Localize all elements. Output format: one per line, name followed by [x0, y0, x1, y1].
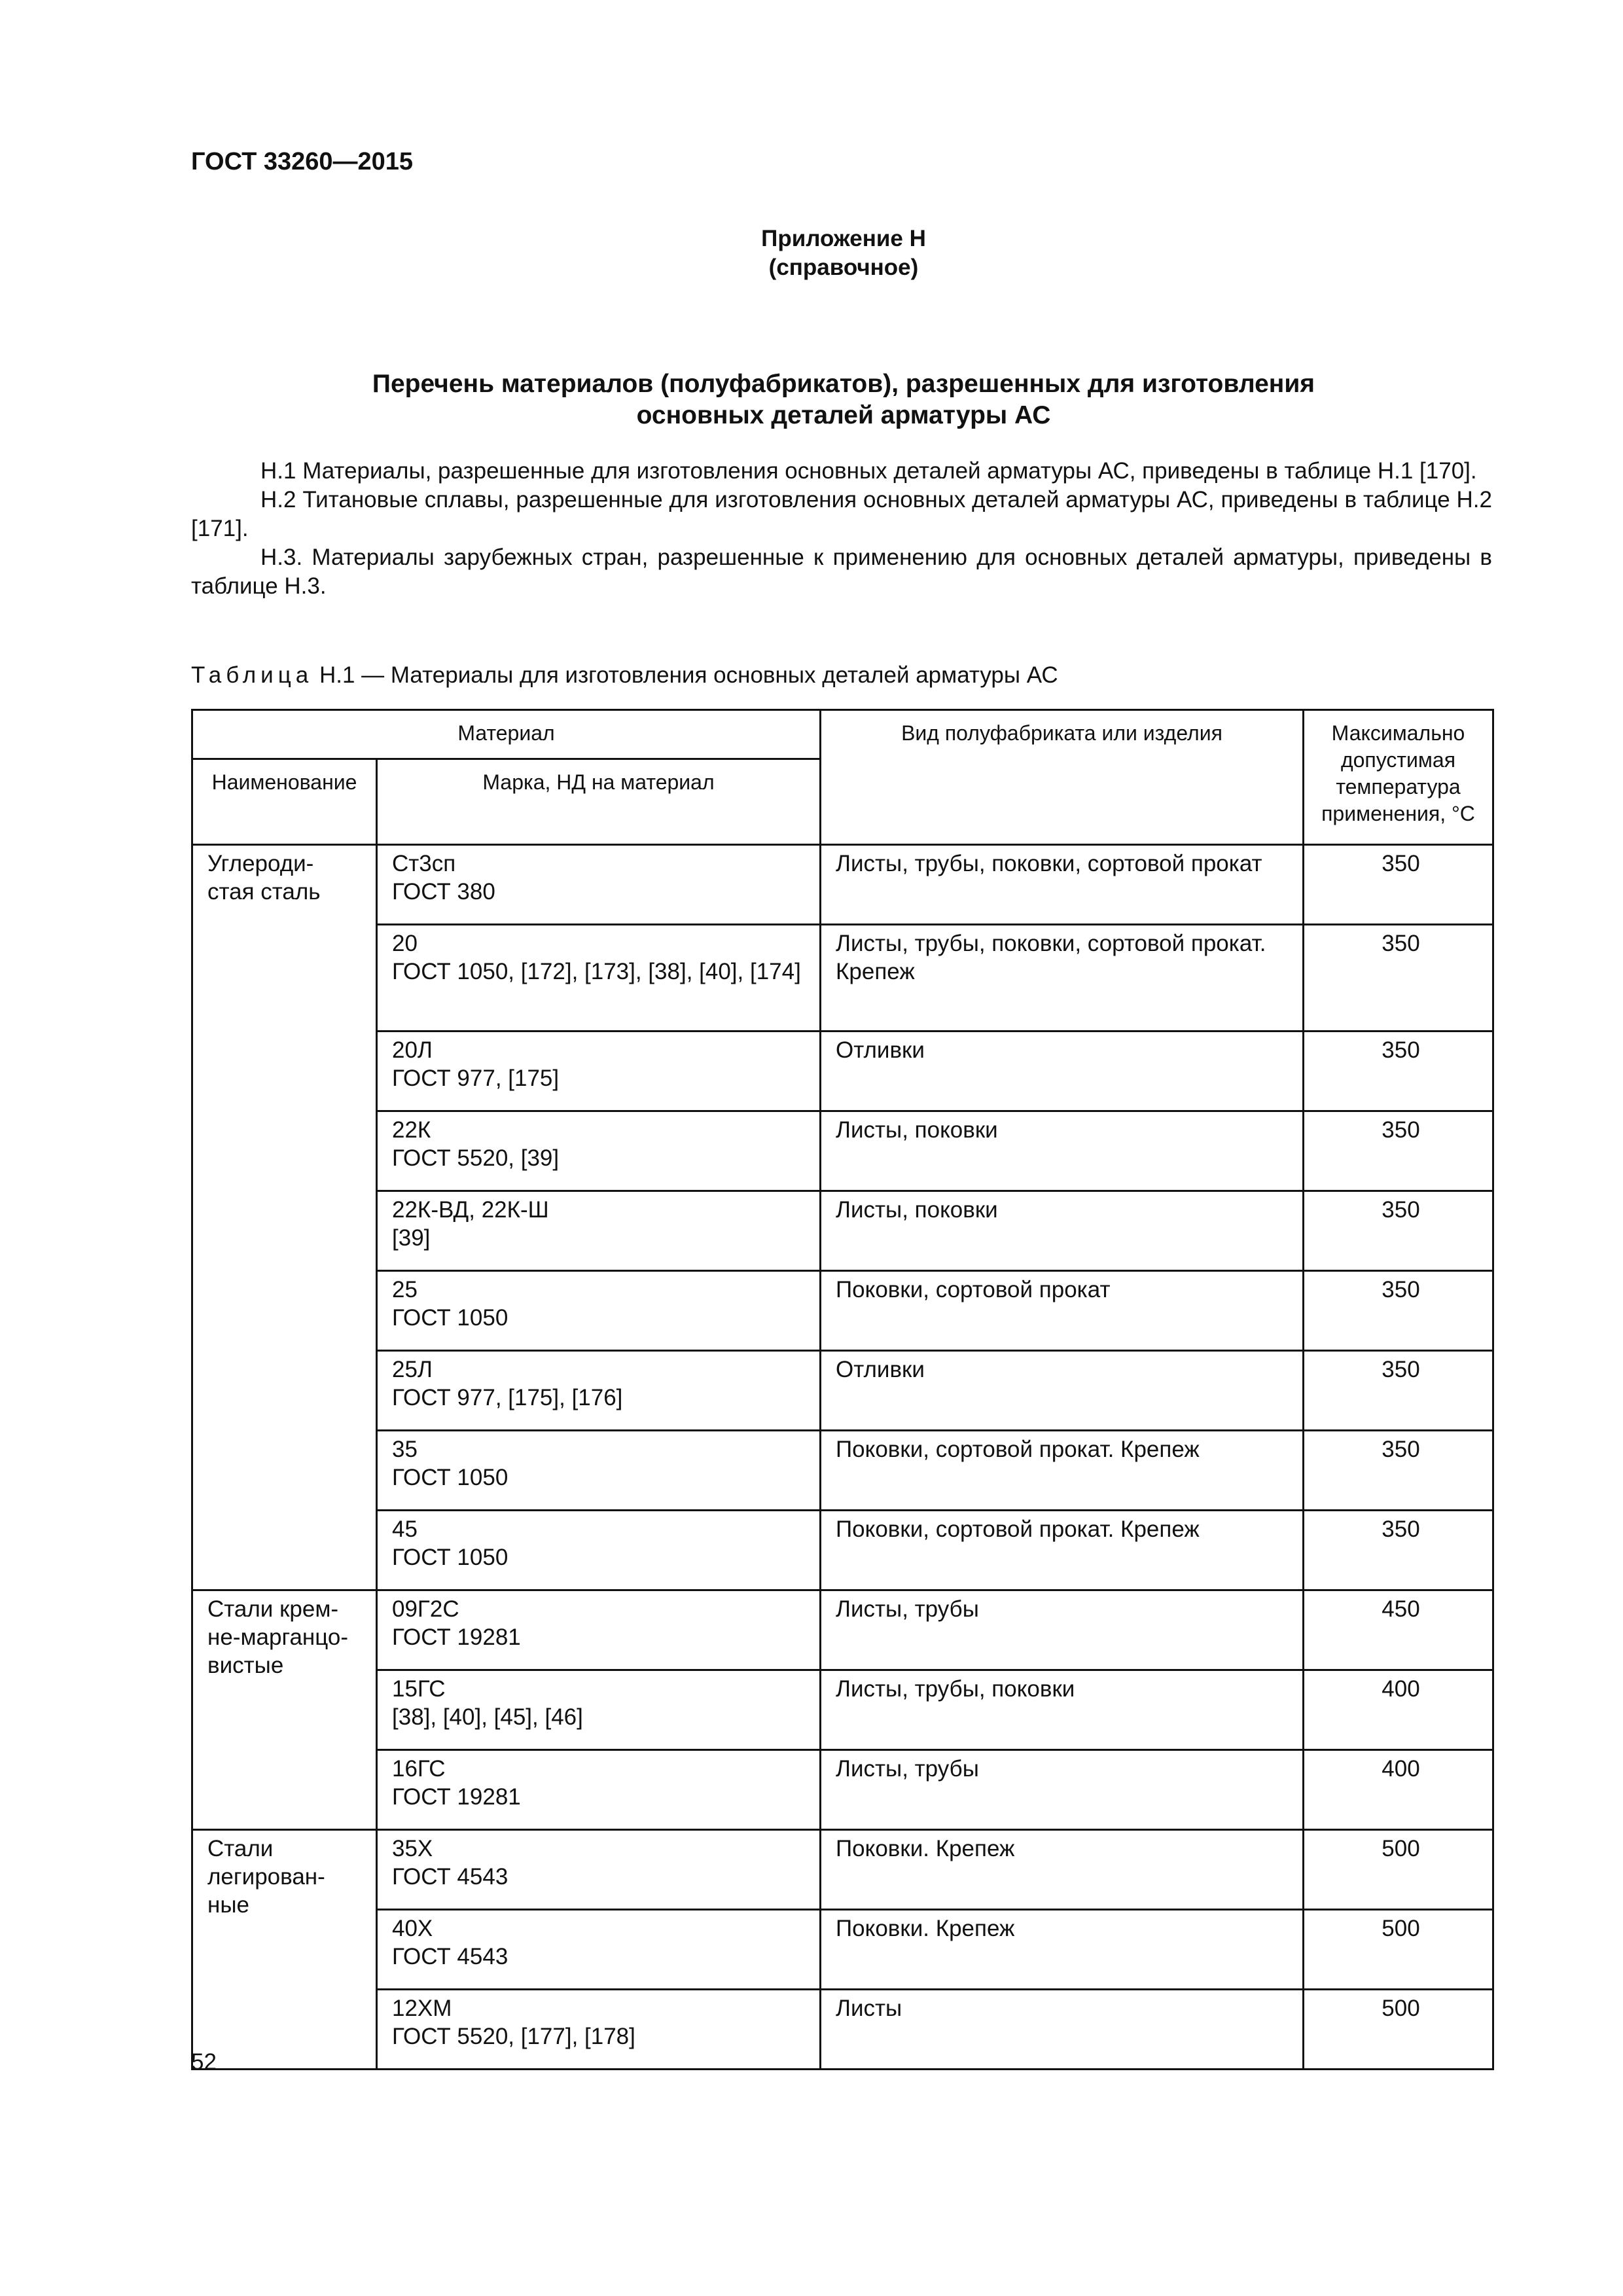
grade-cell — [377, 1990, 821, 2070]
temperature-cell: 350 — [1304, 845, 1493, 925]
product-cell: Поковки, сортовой прокат. Крепеж — [821, 1431, 1304, 1511]
grade-mark: 25 — [392, 1277, 418, 1302]
grade-mark: 45 — [392, 1516, 418, 1542]
temperature-cell: 500 — [1304, 1910, 1493, 1990]
grade-cell — [377, 1271, 821, 1351]
grade-cell — [377, 1191, 821, 1271]
product-cell: Отливки — [821, 1031, 1304, 1111]
grade-standard: ГОСТ 4543 — [392, 1864, 508, 1890]
table-row — [192, 1990, 1493, 2070]
product-cell: Листы, трубы, поковки — [821, 1670, 1304, 1750]
annex-kind: (справочное) — [768, 255, 919, 280]
product-cell: Поковки. Крепеж — [821, 1910, 1304, 1990]
table-caption — [191, 661, 1058, 690]
temperature-cell: 350 — [1304, 1431, 1493, 1511]
materials-table — [191, 709, 1494, 2070]
product-cell: Листы, трубы, поковки, сортовой прокат — [821, 845, 1304, 925]
product-cell: Листы, трубы — [821, 1750, 1304, 1830]
grade-standard: ГОСТ 1050 — [392, 1545, 508, 1570]
paragraph-h3: Н.3. Материалы зарубежных стран, разрешенные к применению для основных деталей арматуры, приведены в таблице Н.3. — [191, 545, 1492, 599]
grade-cell — [377, 1511, 821, 1590]
temperature-cell: 350 — [1304, 1191, 1493, 1271]
grade-mark: 15ГС — [392, 1676, 446, 1702]
grade-cell — [377, 1111, 821, 1191]
header-product: Вид полуфабриката или изделия — [821, 710, 1304, 845]
temperature-cell: 400 — [1304, 1750, 1493, 1830]
temperature-cell: 350 — [1304, 1031, 1493, 1111]
grade-mark: 35Х — [392, 1836, 433, 1861]
temperature-cell: 500 — [1304, 1830, 1493, 1910]
temperature-cell: 350 — [1304, 1271, 1493, 1351]
grade-cell — [377, 845, 821, 925]
product-cell: Листы, поковки — [821, 1191, 1304, 1271]
temperature-cell: 350 — [1304, 925, 1493, 1031]
document-title — [0, 368, 1623, 431]
temperature-cell: 350 — [1304, 1351, 1493, 1431]
temperature-cell: 350 — [1304, 1511, 1493, 1590]
temperature-cell: 500 — [1304, 1990, 1493, 2070]
standard-code: ГОСТ 33260—2015 — [191, 148, 414, 175]
material-group-name: Стали крем- не-марганцо- вистые — [192, 1590, 377, 1830]
table-row — [192, 1830, 1493, 1910]
table-row — [192, 1590, 1493, 1670]
table-caption-word: Таблица — [191, 662, 313, 688]
intro-paragraphs — [191, 457, 1492, 601]
table-row — [192, 1750, 1493, 1830]
product-cell: Листы, трубы — [821, 1590, 1304, 1670]
grade-cell — [377, 1670, 821, 1750]
grade-standard: [39] — [392, 1225, 431, 1251]
annex-heading — [0, 224, 1623, 282]
annex-title: Приложение Н — [761, 226, 926, 251]
grade-standard: ГОСТ 1050 — [392, 1465, 508, 1490]
grade-standard: ГОСТ 1050 — [392, 1305, 508, 1331]
grade-standard: ГОСТ 380 — [392, 879, 495, 905]
grade-cell — [377, 1431, 821, 1511]
grade-standard: ГОСТ 5520, [177], [178] — [392, 2024, 635, 2049]
header-name: Наименование — [192, 759, 377, 845]
grade-cell — [377, 1910, 821, 1990]
temperature-cell: 450 — [1304, 1590, 1493, 1670]
grade-mark: 20 — [392, 931, 418, 956]
table-row — [192, 1031, 1493, 1111]
table-body — [192, 845, 1493, 2070]
material-group-name: Углероди- стая сталь — [192, 845, 377, 1590]
table-row — [192, 1191, 1493, 1271]
grade-standard: ГОСТ 1050, [172], [173], [38], [40], [174] — [392, 959, 801, 984]
grade-mark: Ст3сп — [392, 851, 456, 876]
temperature-cell: 350 — [1304, 1111, 1493, 1191]
grade-standard: ГОСТ 977, [175] — [392, 1066, 560, 1091]
grade-standard: ГОСТ 977, [175], [176] — [392, 1385, 623, 1410]
product-cell: Листы, трубы, поковки, сортовой прокат. Крепеж — [821, 925, 1304, 1031]
table-row — [192, 1271, 1493, 1351]
paragraph-h2: Н.2 Титановые сплавы, разрешенные для изготовления основных деталей арматуры АС, приведены в таблице Н.2 [171]. — [191, 487, 1492, 541]
grade-mark: 16ГС — [392, 1756, 446, 1782]
page-number: 52 — [191, 2049, 217, 2075]
table-row — [192, 1431, 1493, 1511]
temperature-cell: 400 — [1304, 1670, 1493, 1750]
table-row — [192, 1670, 1493, 1750]
grade-standard: ГОСТ 19281 — [392, 1784, 521, 1810]
table-row — [192, 1111, 1493, 1191]
table-row — [192, 1511, 1493, 1590]
grade-standard: [38], [40], [45], [46] — [392, 1704, 583, 1730]
grade-cell — [377, 925, 821, 1031]
paragraph-h1: Н.1 Материалы, разрешенные для изготовления основных деталей арматуры АС, приведены в таблице Н.1 [170]. — [260, 458, 1477, 484]
product-cell: Поковки. Крепеж — [821, 1830, 1304, 1910]
table-row — [192, 1910, 1493, 1990]
table-row — [192, 845, 1493, 925]
grade-cell — [377, 1031, 821, 1111]
product-cell: Листы, поковки — [821, 1111, 1304, 1191]
grade-mark: 09Г2С — [392, 1596, 459, 1622]
table-caption-text: Н.1 — Материалы для изготовления основных деталей арматуры АС — [319, 662, 1058, 688]
header-material: Материал — [192, 710, 821, 759]
grade-standard: ГОСТ 5520, [39] — [392, 1145, 560, 1171]
grade-mark: 22К — [392, 1117, 431, 1143]
grade-mark: 35 — [392, 1437, 418, 1462]
grade-standard: ГОСТ 19281 — [392, 1624, 521, 1650]
header-temperature: Максимально допустимая температура применения, °С — [1304, 710, 1493, 845]
grade-mark: 25Л — [392, 1357, 433, 1382]
product-cell: Листы — [821, 1990, 1304, 2070]
grade-mark: 12ХМ — [392, 1996, 452, 2021]
product-cell: Поковки, сортовой прокат — [821, 1271, 1304, 1351]
product-cell: Поковки, сортовой прокат. Крепеж — [821, 1511, 1304, 1590]
product-cell: Отливки — [821, 1351, 1304, 1431]
grade-cell — [377, 1590, 821, 1670]
grade-mark: 20Л — [392, 1037, 433, 1063]
grade-cell — [377, 1351, 821, 1431]
title-line-2: основных деталей арматуры АС — [636, 401, 1051, 429]
table-row — [192, 1351, 1493, 1431]
header-grade: Марка, НД на материал — [377, 759, 821, 845]
grade-standard: ГОСТ 4543 — [392, 1944, 508, 1969]
grade-cell — [377, 1750, 821, 1830]
table-row — [192, 925, 1493, 1031]
grade-cell — [377, 1830, 821, 1910]
title-line-1: Перечень материалов (полуфабрикатов), разрешенных для изготовления — [372, 370, 1315, 398]
grade-mark: 22К-ВД, 22К-Ш — [392, 1197, 549, 1223]
material-group-name: Стали легирован- ные — [192, 1830, 377, 2070]
grade-mark: 40Х — [392, 1916, 433, 1941]
